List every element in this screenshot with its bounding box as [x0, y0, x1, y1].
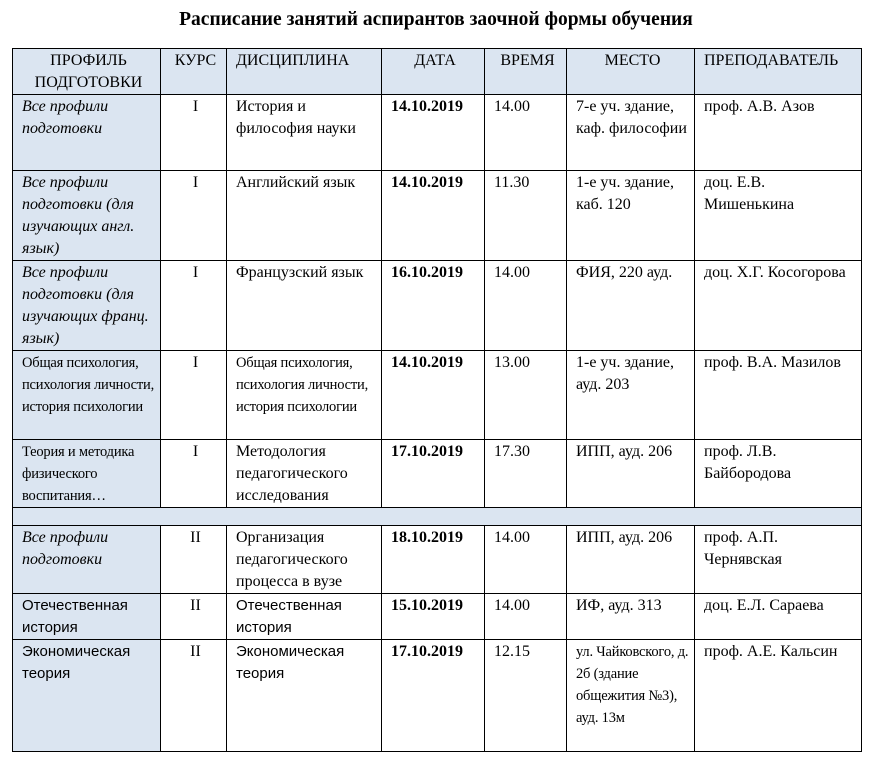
place-cell: ИПП, ауд. 206	[567, 526, 695, 594]
table-row	[13, 95, 862, 171]
profile-cell: Все профили подготовки (для изучающих франц. язык)	[13, 261, 161, 351]
teacher-cell: доц. Е.В. Мишенькина	[695, 171, 862, 261]
profile-cell: Общая психология, психология личности, история психологии	[13, 351, 161, 440]
table-row	[13, 171, 862, 261]
profile-cell: Экономическая теория	[13, 640, 161, 752]
course-cell: I	[161, 171, 227, 261]
course-cell: I	[161, 95, 227, 171]
teacher-cell: проф. А.Е. Кальсин	[695, 640, 862, 752]
table-row	[13, 261, 862, 351]
column-header-teacher: ПРЕПОДАВАТЕЛЬ	[695, 49, 862, 95]
date-cell: 17.10.2019	[382, 640, 485, 752]
discipline-cell: Французский язык	[227, 261, 382, 351]
time-cell: 17.30	[485, 440, 567, 508]
date-cell: 14.10.2019	[382, 95, 485, 171]
date-cell: 15.10.2019	[382, 594, 485, 640]
teacher-cell: проф. А.В. Азов	[695, 95, 862, 171]
discipline-cell: Отечественная история	[227, 594, 382, 640]
separator-cell	[13, 508, 862, 526]
time-cell: 14.00	[485, 95, 567, 171]
column-header-course: КУРС	[161, 49, 227, 95]
place-cell: ИФ, ауд. 313	[567, 594, 695, 640]
course-cell: II	[161, 594, 227, 640]
course-cell: II	[161, 640, 227, 752]
time-cell: 14.00	[485, 261, 567, 351]
place-cell: ИПП, ауд. 206	[567, 440, 695, 508]
page-title: Расписание занятий аспирантов заочной формы обучения	[179, 9, 693, 30]
course-cell: I	[161, 351, 227, 440]
date-cell: 17.10.2019	[382, 440, 485, 508]
teacher-cell: доц. Е.Л. Сараева	[695, 594, 862, 640]
separator-row	[13, 508, 862, 526]
table-row	[13, 526, 862, 594]
profile-cell: Отечественная история	[13, 594, 161, 640]
course-cell: I	[161, 261, 227, 351]
column-header-place: МЕСТО	[567, 49, 695, 95]
table-header-row	[13, 49, 862, 95]
profile-cell: Все профили подготовки (для изучающих англ. язык)	[13, 171, 161, 261]
profile-cell: Все профили подготовки	[13, 526, 161, 594]
time-cell: 14.00	[485, 526, 567, 594]
teacher-cell: проф. А.П. Чернявская	[695, 526, 862, 594]
course-cell: I	[161, 440, 227, 508]
table-row	[13, 594, 862, 640]
discipline-cell: Методология педагогического исследования	[227, 440, 382, 508]
profile-cell: Теория и методика физического воспитания…	[13, 440, 161, 508]
profile-cell: Все профили подготовки	[13, 95, 161, 171]
discipline-cell: Организация педагогического процесса в вузе	[227, 526, 382, 594]
place-cell: 7-е уч. здание, каф. философии	[567, 95, 695, 171]
column-header-date: ДАТА	[382, 49, 485, 95]
teacher-cell: проф. В.А. Мазилов	[695, 351, 862, 440]
time-cell: 13.00	[485, 351, 567, 440]
time-cell: 12.15	[485, 640, 567, 752]
table-row	[13, 351, 862, 440]
place-cell: 1-е уч. здание, ауд. 203	[567, 351, 695, 440]
discipline-cell: Английский язык	[227, 171, 382, 261]
discipline-cell: Экономическая теория	[227, 640, 382, 752]
table-row	[13, 440, 862, 508]
place-cell: ФИЯ, 220 ауд.	[567, 261, 695, 351]
column-header-profile: ПРОФИЛЬ ПОДГОТОВКИ	[13, 49, 161, 95]
table-row	[13, 640, 862, 752]
schedule-table	[12, 48, 862, 752]
column-header-discipline: ДИСЦИПЛИНА	[227, 49, 382, 95]
discipline-cell: История и философия науки	[227, 95, 382, 171]
place-cell: 1-е уч. здание, каб. 120	[567, 171, 695, 261]
date-cell: 18.10.2019	[382, 526, 485, 594]
date-cell: 14.10.2019	[382, 171, 485, 261]
date-cell: 16.10.2019	[382, 261, 485, 351]
time-cell: 14.00	[485, 594, 567, 640]
date-cell: 14.10.2019	[382, 351, 485, 440]
discipline-cell: Общая психология, психология личности, история психологии	[227, 351, 382, 440]
teacher-cell: проф. Л.В. Байбородова	[695, 440, 862, 508]
course-cell: II	[161, 526, 227, 594]
place-cell: ул. Чайковского, д. 2б (здание общежития №3), ауд. 13м	[567, 640, 695, 752]
time-cell: 11.30	[485, 171, 567, 261]
column-header-time: ВРЕМЯ	[485, 49, 567, 95]
teacher-cell: доц. Х.Г. Косогорова	[695, 261, 862, 351]
